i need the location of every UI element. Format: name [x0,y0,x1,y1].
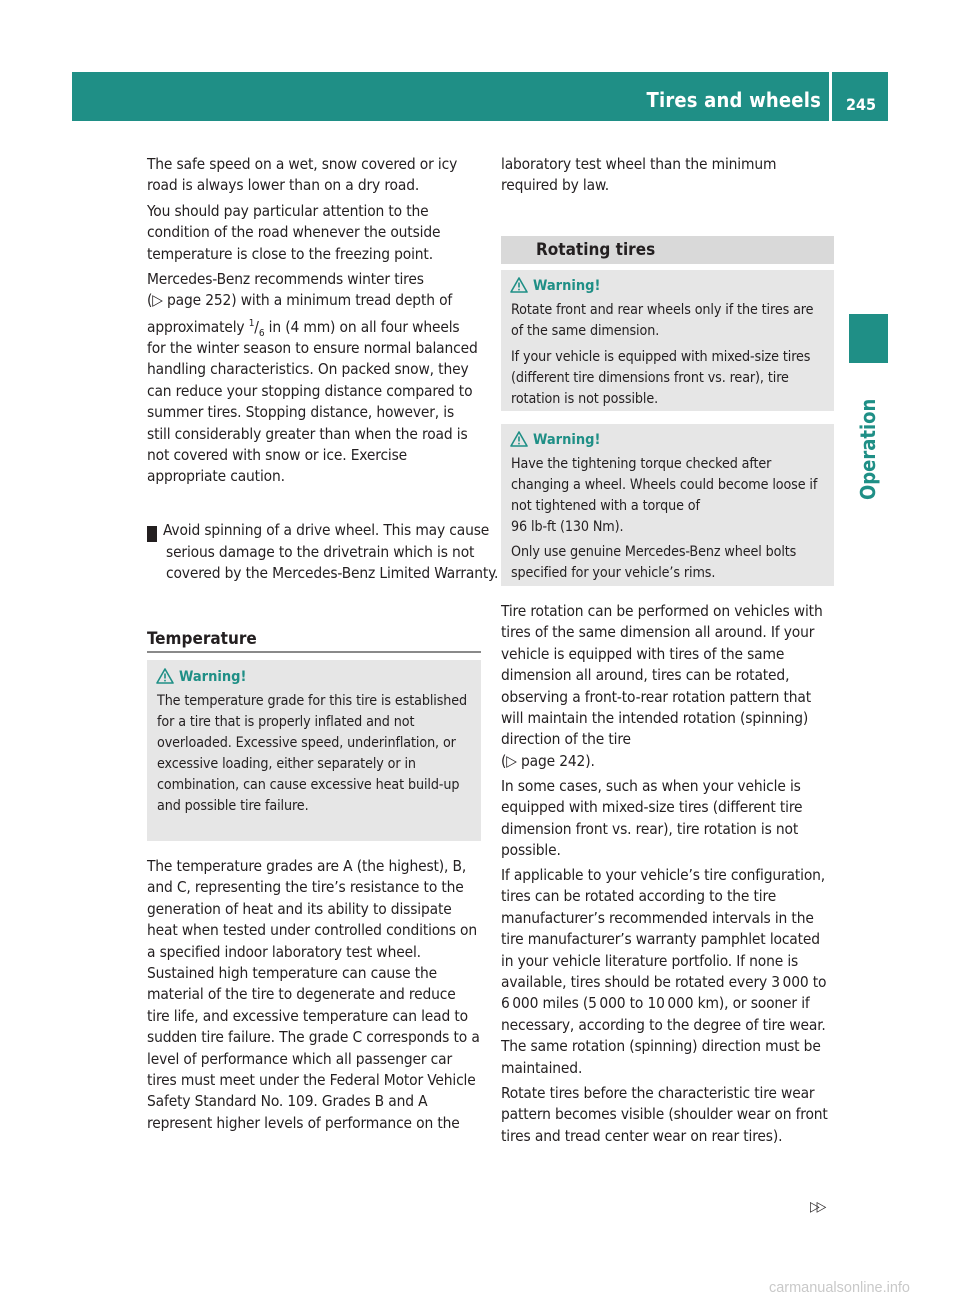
section-title: Tires and wheels [646,88,821,112]
paragraph: You should pay particular attention to the condition of the road whenever the outside temperature is close to the freezing point. [147,202,441,263]
warning-triangle-icon [510,431,528,447]
paragraph: Mercedes-Benz recommends winter tires [147,270,424,288]
exclamation-icon: ! [147,526,157,542]
paragraph: laboratory test wheel than the minimum required by law. [501,155,777,195]
warning-text: 96 lb-ft (130 Nm). [511,519,624,535]
watermark: carmanualsonline.info [768,1280,910,1296]
paragraph: If applicable to your vehicle’s tire configuration, tires can be rotated according to the tire manufacturer’s recommended intervals in the tire manufacturer’s warranty pamphlet located in your vehicle literature portfolio. If none is available, tires should be rotated every 3 000 to 6 000 miles (5 000 to 10 000 km), or sooner if necessary, according to the degree of tire wear. The same rotation (spinning) direction must be maintained. [501,866,827,1077]
paragraph: The safe speed on a wet, snow covered or icy road is always lower than on a dry road. [147,155,458,195]
paragraph: (▷ page 242). [501,752,595,770]
section-heading-rotating-tires: Rotating tires [536,240,656,260]
warning-text: The temperature grade for this tire is established for a tire that is properly inflated and not overloaded. Excessive speed, underinflation, or excessive loading, either separately or in combination, can cause excessive heat build-up and possible tire failure. [157,693,468,814]
paragraph: In some cases, such as when your vehicle is equipped with mixed-size tires (different tire dimension front vs. rear), tire rotation is not possible. [501,777,803,860]
side-tab-label: Operation [856,398,880,500]
fraction-numerator: 1 [248,318,255,329]
warning-text: Only use genuine Mercedes-Benz wheel bolts specified for your vehicle’s rims. [511,544,797,581]
warning-box: Warning! The temperature grade for this tire is established for a tire that is properly inflated and not overloaded. Excessive speed, underinflation, or excessive loading, either separately or in combination, can cause excessive heat build-up and possible tire failure. [147,660,481,841]
paragraph-fraction-line: approximately $^1/_6$ in (4 mm) on all four wheels [147,318,460,340]
note-paragraph: ! Avoid spinning of a drive wheel. This may cause serious damage to the drivetrain which is not covered by the Mercedes-Benz Limited Warranty. [139,521,499,583]
subheading-temperature: Temperature [147,629,257,649]
page-number: 245 [845,95,877,114]
paragraph: (▷ page 252) with a minimum tread depth of [147,291,453,309]
fraction-denominator: 6 [258,328,265,340]
continued-icon: ▷▷ [810,1199,824,1215]
warning-box: Warning! Rotate front and rear wheels only if the tires are of the same dimension. If your vehicle is equipped with mixed-size tires (different tire dimensions front vs. rear), tire rotation is not possible. [501,270,834,411]
warning-text: Have the tightening torque checked after changing a wheel. Wheels could become loose if not tightened with a torque of [511,456,818,514]
header-divider [829,72,832,121]
paragraph: for the winter season to ensure normal balanced handling characteristics. On packed snow, they can reduce your stopping distance compared to summer tires. Stopping distance, however, is still considerably greater than when the road is not covered with snow or ice. Exercise appropriate caution. [147,339,478,486]
side-tab-marker [849,314,888,363]
paragraph: Rotate tires before the characteristic tire wear pattern becomes visible (shoulder wear on front tires and tread center wear on rear tires). [501,1084,828,1145]
warning-triangle-icon [510,277,528,293]
paragraph: The temperature grades are A (the highest), B, and C, representing the tire’s resistance to the generation of heat and its ability to dissipate heat when tested under controlled conditions on a specified indoor laboratory test wheel. Sustained high temperature can cause the material of the tire to degenerate and reduce tire life, and excessive temperature can lead to sudden tire failure. The grade C corresponds to a level of performance which all passenger car tires must meet under the Federal Motor Vehicle Safety Standard No. 109. Grades B and A represent higher levels of performance on the [147,857,480,1132]
heading-rule [147,651,481,653]
section-band [501,236,834,264]
warning-box: Warning! Have the tightening torque checked after changing a wheel. Wheels could become loose if not tightened with a torque of 96 lb-ft (130 Nm). Only use genuine Mercedes-Benz wheel bolts specified for your vehicle’s rims. [501,424,834,586]
warning-triangle-icon [156,668,174,684]
warning-text: If your vehicle is equipped with mixed-size tires (different tire dimensions front vs. rear), tire rotation is not possible. [511,349,811,407]
warning-text: Rotate front and rear wheels only if the tires are of the same dimension. [511,302,814,339]
paragraph: Tire rotation can be performed on vehicles with tires of the same dimension all around. If your vehicle is equipped with tires of the same dimension all around, tires can be rotated, observing a front-to-rear rotation pattern that will maintain the intended rotation (spinning) direction of the tire [501,602,823,749]
